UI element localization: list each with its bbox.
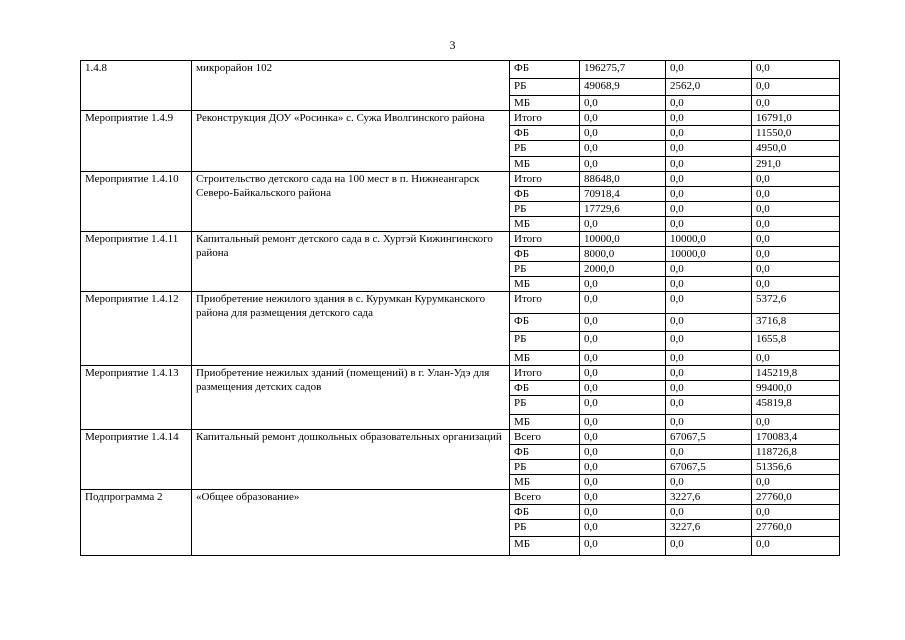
value-cell-year-2: 67067,5 bbox=[666, 430, 752, 445]
value-cell-year-3: 1655,8 bbox=[752, 332, 840, 351]
value-cell-year-2: 0,0 bbox=[666, 217, 752, 232]
value-cell-year-1: 0,0 bbox=[580, 460, 666, 475]
table-row bbox=[81, 366, 840, 381]
event-code-cell: Мероприятие 1.4.9 bbox=[81, 111, 192, 172]
funding-source-cell: МБ bbox=[510, 537, 580, 556]
value-cell-year-1: 0,0 bbox=[580, 314, 666, 332]
funding-source-cell: ФБ bbox=[510, 505, 580, 520]
funding-source-cell: РБ bbox=[510, 262, 580, 277]
event-code-cell: Мероприятие 1.4.10 bbox=[81, 172, 192, 232]
event-code-cell: Мероприятие 1.4.14 bbox=[81, 430, 192, 490]
event-code-cell: 1.4.8 bbox=[81, 61, 192, 111]
value-cell-year-2: 0,0 bbox=[666, 202, 752, 217]
table-row bbox=[81, 490, 840, 505]
value-cell-year-3: 0,0 bbox=[752, 351, 840, 366]
table-row bbox=[81, 292, 840, 314]
value-cell-year-1: 0,0 bbox=[580, 396, 666, 415]
funding-source-cell: Итого bbox=[510, 111, 580, 126]
value-cell-year-1: 0,0 bbox=[580, 430, 666, 445]
value-cell-year-3: 51356,6 bbox=[752, 460, 840, 475]
value-cell-year-1: 0,0 bbox=[580, 351, 666, 366]
event-name-cell: Капитальный ремонт детского сада в с. Хуртэй Кижингинского района bbox=[192, 232, 510, 292]
event-name-cell: Строительство детского сада на 100 мест в п. Нижнеангарск Северо-Байкальского района bbox=[192, 172, 510, 232]
value-cell-year-1: 0,0 bbox=[580, 217, 666, 232]
funding-source-cell: Итого bbox=[510, 232, 580, 247]
value-cell-year-2: 0,0 bbox=[666, 475, 752, 490]
value-cell-year-3: 0,0 bbox=[752, 537, 840, 556]
table-row bbox=[81, 430, 840, 445]
funding-source-cell: РБ bbox=[510, 202, 580, 217]
event-name-cell: Реконструкция ДОУ «Росинка» с. Сужа Иволгинского района bbox=[192, 111, 510, 172]
event-name-cell: Приобретение нежилых зданий (помещений) в г. Улан-Удэ для размещения детских садов bbox=[192, 366, 510, 430]
value-cell-year-1: 0,0 bbox=[580, 381, 666, 396]
value-cell-year-3: 145219,8 bbox=[752, 366, 840, 381]
value-cell-year-3: 0,0 bbox=[752, 217, 840, 232]
value-cell-year-2: 2562,0 bbox=[666, 79, 752, 96]
table-row bbox=[81, 111, 840, 126]
value-cell-year-3: 0,0 bbox=[752, 232, 840, 247]
funding-source-cell: МБ bbox=[510, 157, 580, 172]
value-cell-year-3: 5372,6 bbox=[752, 292, 840, 314]
value-cell-year-1: 0,0 bbox=[580, 96, 666, 111]
value-cell-year-3: 27760,0 bbox=[752, 520, 840, 537]
value-cell-year-2: 0,0 bbox=[666, 381, 752, 396]
value-cell-year-1: 0,0 bbox=[580, 475, 666, 490]
value-cell-year-3: 0,0 bbox=[752, 61, 840, 79]
value-cell-year-3: 4950,0 bbox=[752, 141, 840, 157]
value-cell-year-1: 0,0 bbox=[580, 141, 666, 157]
value-cell-year-2: 0,0 bbox=[666, 187, 752, 202]
value-cell-year-3: 0,0 bbox=[752, 415, 840, 430]
value-cell-year-1: 0,0 bbox=[580, 490, 666, 505]
funding-source-cell: ФБ bbox=[510, 445, 580, 460]
funding-source-cell: МБ bbox=[510, 415, 580, 430]
value-cell-year-2: 0,0 bbox=[666, 141, 752, 157]
funding-source-cell: РБ bbox=[510, 520, 580, 537]
funding-source-cell: ФБ bbox=[510, 61, 580, 79]
value-cell-year-3: 0,0 bbox=[752, 262, 840, 277]
value-cell-year-2: 0,0 bbox=[666, 445, 752, 460]
value-cell-year-1: 88648,0 bbox=[580, 172, 666, 187]
value-cell-year-2: 0,0 bbox=[666, 332, 752, 351]
value-cell-year-1: 0,0 bbox=[580, 277, 666, 292]
value-cell-year-3: 0,0 bbox=[752, 96, 840, 111]
value-cell-year-2: 0,0 bbox=[666, 415, 752, 430]
value-cell-year-1: 49068,9 bbox=[580, 79, 666, 96]
value-cell-year-1: 0,0 bbox=[580, 505, 666, 520]
funding-source-cell: ФБ bbox=[510, 187, 580, 202]
value-cell-year-3: 11550,0 bbox=[752, 126, 840, 141]
event-name-cell: микрорайон 102 bbox=[192, 61, 510, 111]
value-cell-year-3: 45819,8 bbox=[752, 396, 840, 415]
value-cell-year-1: 70918,4 bbox=[580, 187, 666, 202]
funding-source-cell: МБ bbox=[510, 475, 580, 490]
value-cell-year-2: 10000,0 bbox=[666, 247, 752, 262]
value-cell-year-1: 0,0 bbox=[580, 157, 666, 172]
funding-source-cell: Всего bbox=[510, 430, 580, 445]
value-cell-year-3: 0,0 bbox=[752, 247, 840, 262]
funding-source-cell: Всего bbox=[510, 490, 580, 505]
value-cell-year-1: 0,0 bbox=[580, 126, 666, 141]
value-cell-year-1: 0,0 bbox=[580, 415, 666, 430]
value-cell-year-2: 0,0 bbox=[666, 314, 752, 332]
value-cell-year-2: 0,0 bbox=[666, 172, 752, 187]
funding-source-cell: МБ bbox=[510, 351, 580, 366]
table-row bbox=[81, 172, 840, 187]
value-cell-year-2: 0,0 bbox=[666, 262, 752, 277]
value-cell-year-3: 0,0 bbox=[752, 475, 840, 490]
value-cell-year-3: 0,0 bbox=[752, 187, 840, 202]
event-name-cell: «Общее образование» bbox=[192, 490, 510, 556]
value-cell-year-2: 0,0 bbox=[666, 292, 752, 314]
funding-source-cell: МБ bbox=[510, 96, 580, 111]
value-cell-year-1: 0,0 bbox=[580, 520, 666, 537]
funding-source-cell: Итого bbox=[510, 292, 580, 314]
value-cell-year-3: 16791,0 bbox=[752, 111, 840, 126]
funding-source-cell: РБ bbox=[510, 396, 580, 415]
page-number: 3 bbox=[449, 38, 456, 52]
table-row bbox=[81, 232, 840, 247]
funding-source-cell: РБ bbox=[510, 141, 580, 157]
value-cell-year-2: 0,0 bbox=[666, 505, 752, 520]
value-cell-year-3: 0,0 bbox=[752, 277, 840, 292]
funding-source-cell: ФБ bbox=[510, 381, 580, 396]
value-cell-year-2: 0,0 bbox=[666, 366, 752, 381]
value-cell-year-1: 17729,6 bbox=[580, 202, 666, 217]
value-cell-year-1: 0,0 bbox=[580, 292, 666, 314]
budget-table bbox=[80, 60, 840, 556]
funding-source-cell: ФБ bbox=[510, 126, 580, 141]
funding-source-cell: РБ bbox=[510, 79, 580, 96]
value-cell-year-3: 99400,0 bbox=[752, 381, 840, 396]
value-cell-year-1: 10000,0 bbox=[580, 232, 666, 247]
value-cell-year-3: 3716,8 bbox=[752, 314, 840, 332]
value-cell-year-1: 0,0 bbox=[580, 445, 666, 460]
event-code-cell: Мероприятие 1.4.13 bbox=[81, 366, 192, 430]
funding-source-cell: Итого bbox=[510, 172, 580, 187]
value-cell-year-1: 196275,7 bbox=[580, 61, 666, 79]
value-cell-year-2: 0,0 bbox=[666, 396, 752, 415]
value-cell-year-2: 0,0 bbox=[666, 61, 752, 79]
value-cell-year-3: 0,0 bbox=[752, 202, 840, 217]
value-cell-year-2: 0,0 bbox=[666, 537, 752, 556]
value-cell-year-2: 0,0 bbox=[666, 111, 752, 126]
value-cell-year-3: 27760,0 bbox=[752, 490, 840, 505]
event-name-cell: Капитальный ремонт дошкольных образовательных организаций bbox=[192, 430, 510, 490]
value-cell-year-2: 0,0 bbox=[666, 277, 752, 292]
funding-source-cell: РБ bbox=[510, 332, 580, 351]
event-code-cell: Подпрограмма 2 bbox=[81, 490, 192, 556]
value-cell-year-1: 0,0 bbox=[580, 366, 666, 381]
value-cell-year-2: 0,0 bbox=[666, 96, 752, 111]
value-cell-year-3: 0,0 bbox=[752, 172, 840, 187]
value-cell-year-2: 0,0 bbox=[666, 126, 752, 141]
event-name-cell: Приобретение нежилого здания в с. Курумкан Курумканского района для размещения детского сада bbox=[192, 292, 510, 366]
value-cell-year-2: 3227,6 bbox=[666, 520, 752, 537]
value-cell-year-1: 2000,0 bbox=[580, 262, 666, 277]
funding-source-cell: Итого bbox=[510, 366, 580, 381]
budget-table-body bbox=[81, 61, 840, 556]
value-cell-year-2: 10000,0 bbox=[666, 232, 752, 247]
value-cell-year-2: 0,0 bbox=[666, 351, 752, 366]
value-cell-year-1: 0,0 bbox=[580, 111, 666, 126]
value-cell-year-1: 0,0 bbox=[580, 332, 666, 351]
funding-source-cell: МБ bbox=[510, 277, 580, 292]
value-cell-year-3: 170083,4 bbox=[752, 430, 840, 445]
funding-source-cell: РБ bbox=[510, 460, 580, 475]
value-cell-year-1: 0,0 bbox=[580, 537, 666, 556]
table-row bbox=[81, 61, 840, 79]
value-cell-year-3: 118726,8 bbox=[752, 445, 840, 460]
value-cell-year-1: 8000,0 bbox=[580, 247, 666, 262]
funding-source-cell: МБ bbox=[510, 217, 580, 232]
funding-source-cell: ФБ bbox=[510, 314, 580, 332]
value-cell-year-2: 0,0 bbox=[666, 157, 752, 172]
value-cell-year-3: 0,0 bbox=[752, 505, 840, 520]
value-cell-year-2: 67067,5 bbox=[666, 460, 752, 475]
value-cell-year-2: 3227,6 bbox=[666, 490, 752, 505]
value-cell-year-3: 291,0 bbox=[752, 157, 840, 172]
event-code-cell: Мероприятие 1.4.11 bbox=[81, 232, 192, 292]
funding-source-cell: ФБ bbox=[510, 247, 580, 262]
event-code-cell: Мероприятие 1.4.12 bbox=[81, 292, 192, 366]
value-cell-year-3: 0,0 bbox=[752, 79, 840, 96]
